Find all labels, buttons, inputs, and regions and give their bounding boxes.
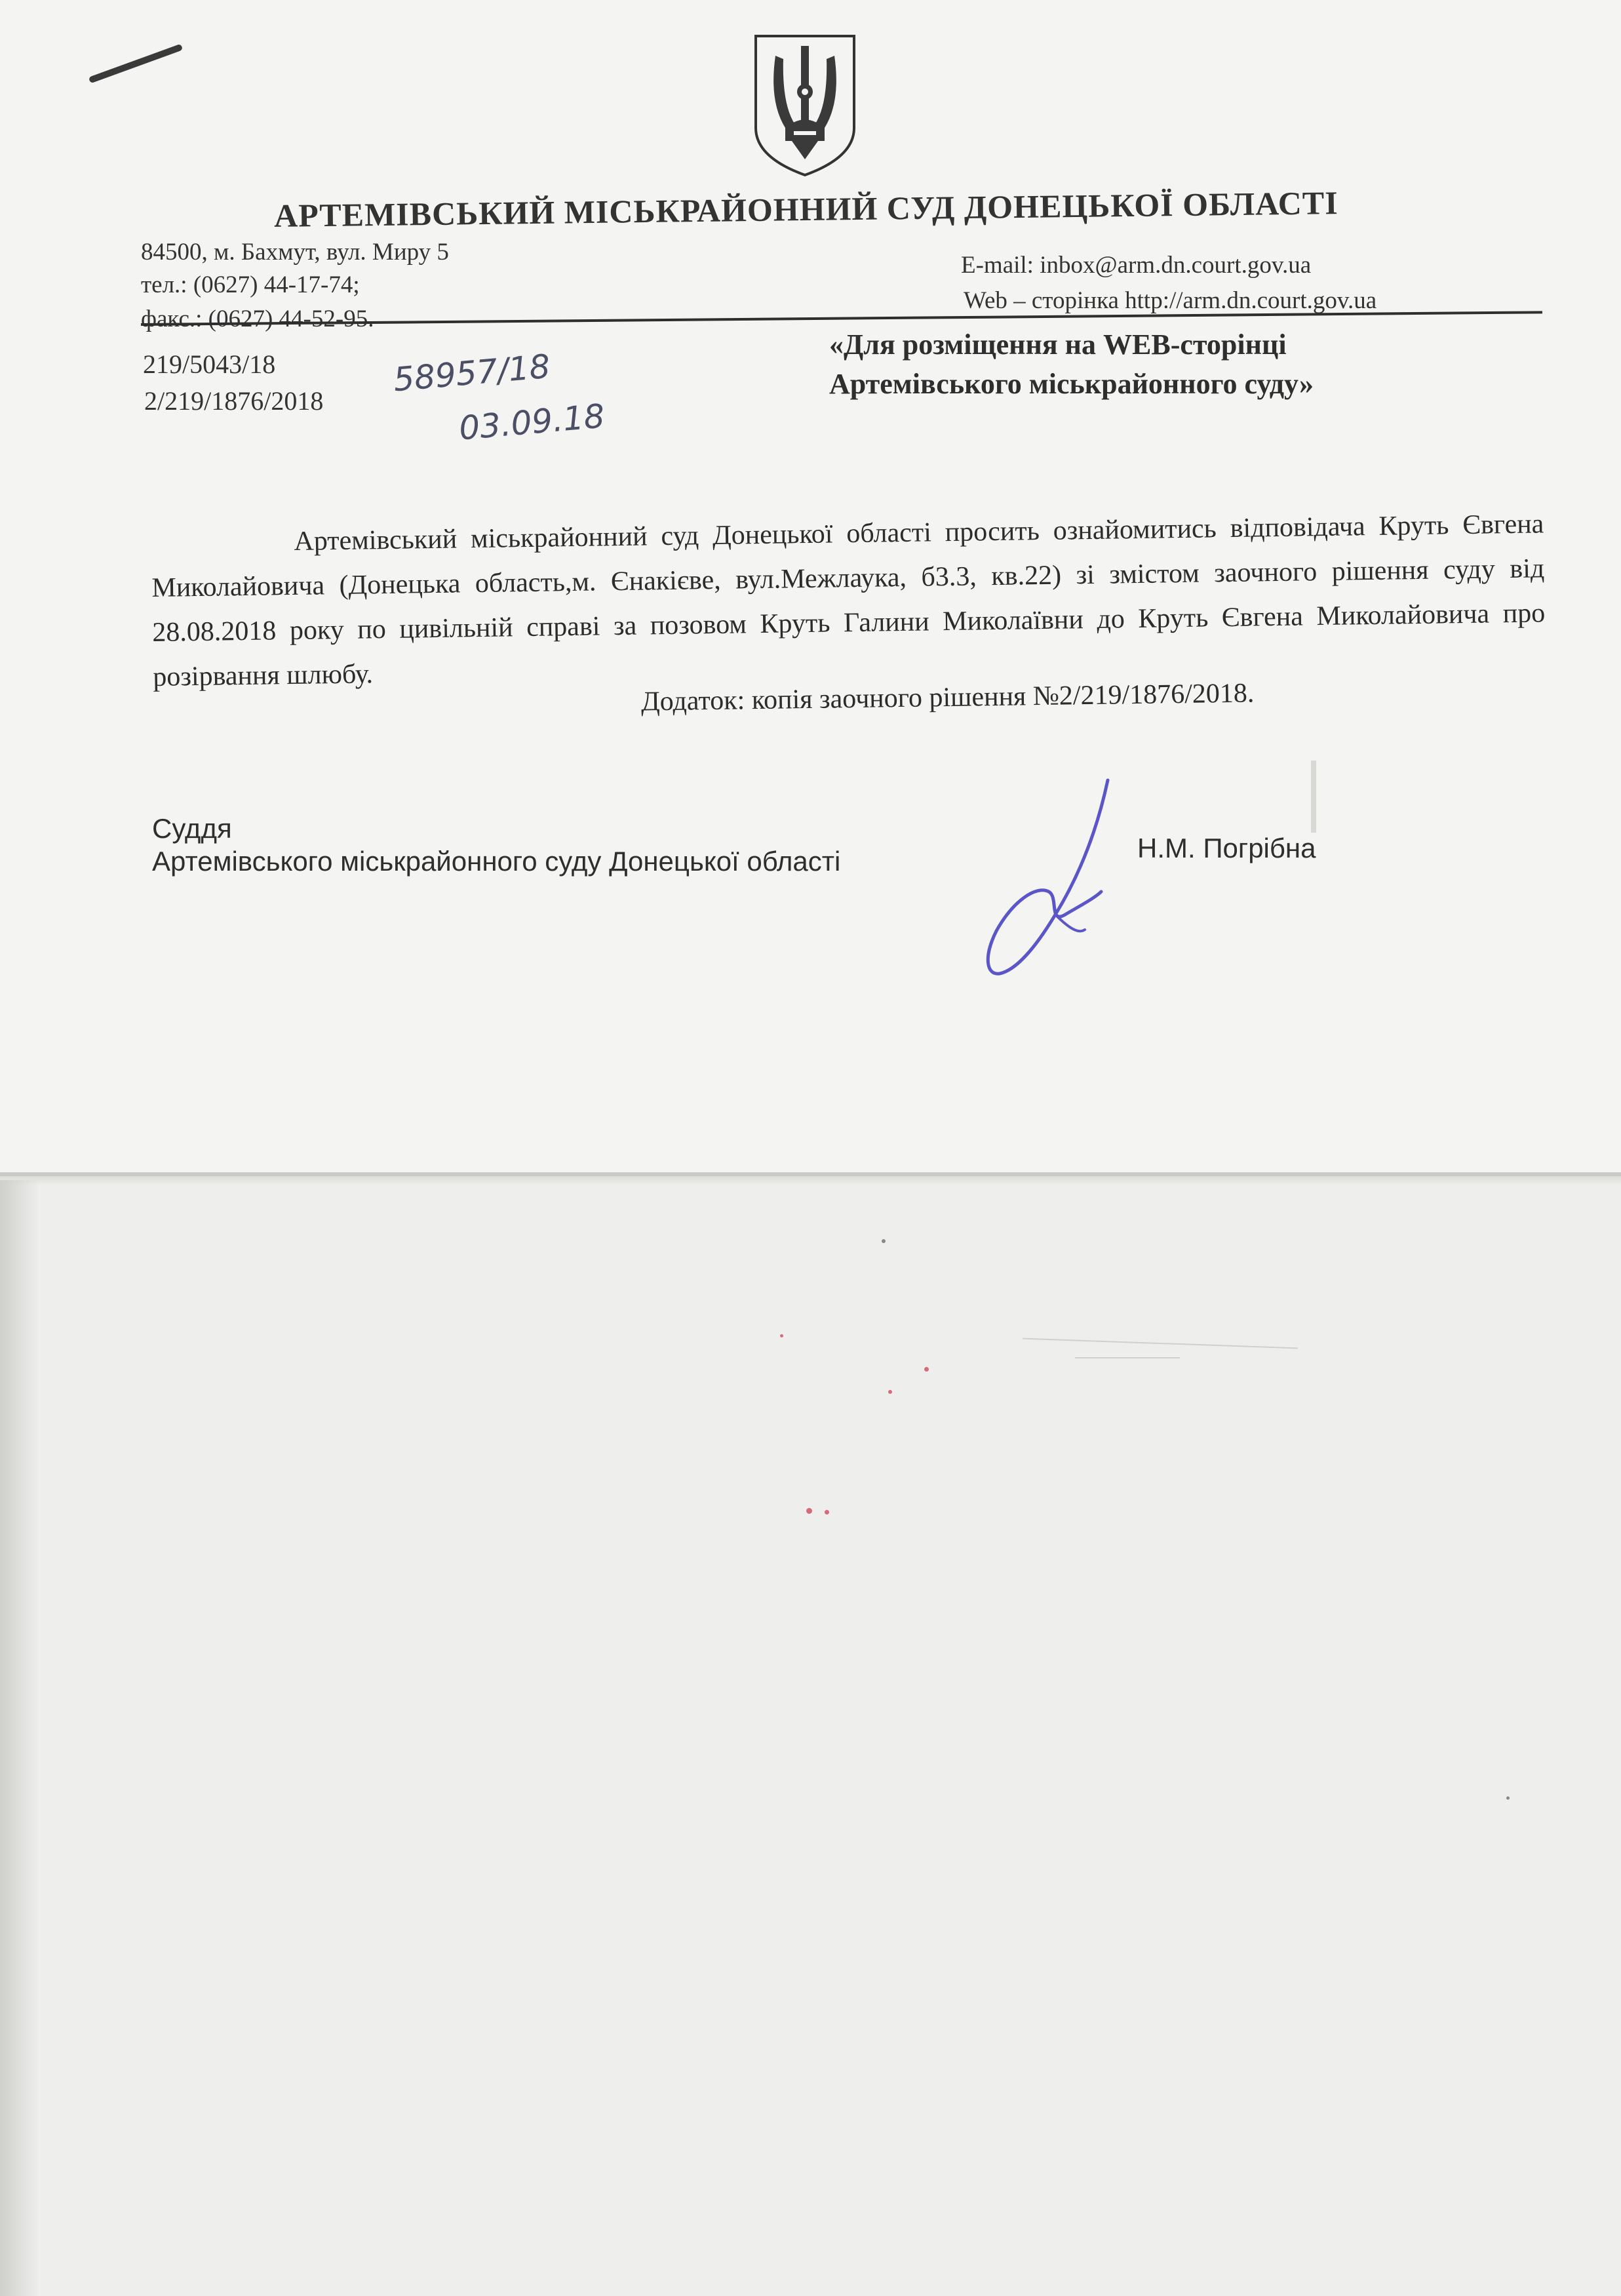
web-placement-note-line-2: Артемівського міськрайонного суду» — [829, 368, 1314, 400]
scan-speck — [888, 1390, 892, 1394]
scan-speck — [882, 1239, 886, 1243]
scan-speck — [780, 1334, 783, 1337]
scan-speck — [1506, 1796, 1510, 1800]
judge-title: Суддя — [152, 813, 232, 844]
email-line: E-mail: inbox@arm.dn.court.gov.ua — [961, 252, 1312, 279]
paper-lower-half — [0, 1175, 1621, 2296]
web-placement-note-line-1: «Для розміщення на WEB-сторінці — [829, 328, 1287, 361]
fax-line: факс.: (0627) 44-52-95. — [141, 306, 374, 332]
handwritten-registration-date: 03.09.18 — [457, 397, 606, 448]
judge-court: Артемівського міськрайонного суду Донецької області — [152, 846, 841, 877]
scan-faint-line — [1075, 1357, 1180, 1358]
reference-number-1: 219/5043/18 — [143, 349, 276, 379]
handwritten-signature — [944, 774, 1127, 993]
fold-shadow — [0, 1176, 1621, 1185]
left-edge-shadow — [0, 1180, 39, 2296]
judge-name: Н.М. Погрібна — [1137, 833, 1316, 863]
letter-body — [151, 502, 1546, 700]
trident-emblem-icon — [749, 30, 861, 184]
scan-speck — [924, 1367, 929, 1372]
scan-faint-mark — [1311, 761, 1316, 833]
handwritten-registration-number: 58957/18 — [391, 347, 552, 399]
website-line: Web – сторінка http://arm.dn.court.gov.ua — [964, 287, 1377, 314]
scan-speck — [825, 1510, 829, 1514]
letter-body-paragraph: Артемівський міськрайонний суд Донецької області просить ознайомитись відповідача Круть Євгена Миколайовича (Донецька область,м. Єнакієве, вул.Межлаука, б3.3, кв.22) зі змістом заочного рішення суду від 28.08.2018 року по цивільній справі за позовом Круть Галини Миколаївни до Круть Євгена Миколайовича про розірвання шлюбу. — [151, 509, 1546, 692]
scan-speck — [806, 1508, 812, 1514]
phone-line: тел.: (0627) 44-17-74; — [141, 271, 360, 298]
attachment-note: Додаток: копія заочного рішення №2/219/1876/2018. — [640, 678, 1255, 717]
address-line: 84500, м. Бахмут, вул. Миру 5 — [141, 239, 449, 266]
court-name-heading: АРТЕМІВСЬКИЙ МІСЬКРАЙОННИЙ СУД ДОНЕЦЬКОЇ ОБЛАСТІ — [273, 184, 1338, 234]
reference-number-2: 2/219/1876/2018 — [144, 386, 324, 416]
